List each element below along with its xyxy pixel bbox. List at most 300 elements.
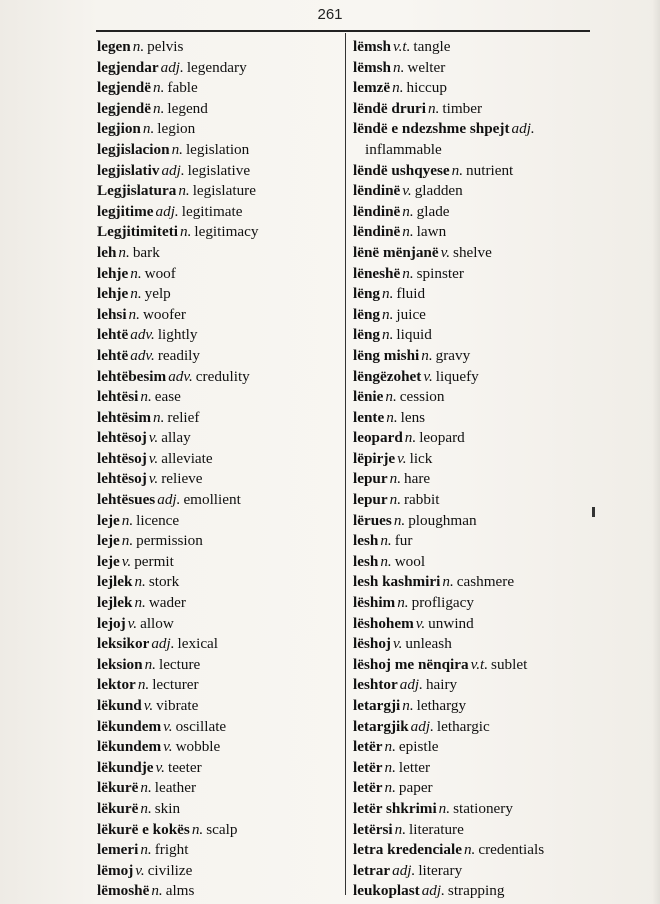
dictionary-entry <box>97 37 341 58</box>
entry-gloss: allow <box>140 614 174 632</box>
entry-gloss: legislative <box>187 161 251 179</box>
dictionary-entry <box>97 881 341 902</box>
entry-part-of-speech: n. <box>380 532 392 550</box>
entry-headword: lemzë <box>353 79 391 97</box>
entry-headword: leukoplast <box>353 882 420 900</box>
entry-part-of-speech: adj. <box>155 202 179 220</box>
entry-gloss: skin <box>154 799 181 817</box>
entry-headword: lëng mishi <box>353 346 420 364</box>
entry-part-of-speech: v.t. <box>470 655 489 673</box>
dictionary-entry <box>97 243 341 264</box>
entry-headword: lëngëzohet <box>353 367 422 385</box>
entry-part-of-speech: v. <box>392 635 403 653</box>
dictionary-entry <box>353 367 593 388</box>
entry-gloss: letter <box>398 758 431 776</box>
entry-gloss: juice <box>396 305 426 323</box>
entry-gloss: bark <box>132 243 160 261</box>
entry-part-of-speech: adj. <box>160 58 184 76</box>
entry-part-of-speech: v. <box>148 449 159 467</box>
left-column <box>97 37 341 902</box>
entry-headword: lënie <box>353 388 384 406</box>
entry-gloss: vibrate <box>156 697 199 714</box>
entry-gloss: liquid <box>396 326 432 344</box>
dictionary-entry <box>353 799 593 820</box>
entry-part-of-speech: n. <box>144 655 156 673</box>
entry-part-of-speech: n. <box>134 594 146 612</box>
entry-gloss: alleviate <box>161 449 213 467</box>
entry-headword: legjendë <box>97 99 151 117</box>
entry-gloss: strapping <box>447 882 505 900</box>
entry-gloss: legislature <box>192 182 256 200</box>
dictionary-entry <box>97 428 341 449</box>
dictionary-entry <box>97 675 341 696</box>
entry-part-of-speech: n. <box>402 223 414 241</box>
dictionary-entry <box>353 614 593 635</box>
entry-gloss: allay <box>161 429 191 447</box>
entry-gloss: licence <box>136 511 180 529</box>
entry-headword: letargjik <box>353 717 409 735</box>
dictionary-entry <box>353 469 593 490</box>
dictionary-entry <box>97 387 341 408</box>
entry-part-of-speech: n. <box>384 779 396 797</box>
entry-headword: letër <box>353 738 383 756</box>
entry-headword: lehtësoj <box>97 429 147 447</box>
entry-gloss: lens <box>400 408 426 426</box>
entry-gloss: literature <box>409 820 464 838</box>
entry-part-of-speech: n. <box>130 264 142 282</box>
entry-part-of-speech: adv. <box>168 367 193 385</box>
entry-headword: lektor <box>97 676 136 694</box>
entry-gloss: lexical <box>177 635 219 653</box>
entry-headword: lehtësim <box>97 408 151 426</box>
entry-headword: lehtëbesim <box>97 367 167 385</box>
dictionary-entry <box>353 408 593 429</box>
entry-part-of-speech: v. <box>155 758 165 776</box>
entry-part-of-speech: n. <box>438 799 451 817</box>
edge-mark <box>592 507 595 517</box>
entry-part-of-speech: n. <box>151 882 163 900</box>
dictionary-entry <box>353 202 593 223</box>
entry-headword: lëmoshë <box>97 882 150 900</box>
entry-headword: lepur <box>353 491 388 509</box>
entry-gloss: hare <box>404 470 431 488</box>
entry-part-of-speech: n. <box>402 202 414 220</box>
entry-gloss: readily <box>157 346 200 364</box>
entry-gloss: lethargy <box>416 697 467 714</box>
entry-gloss: civilize <box>147 861 193 879</box>
entry-gloss: cession <box>399 388 445 406</box>
entry-part-of-speech: n. <box>402 697 414 714</box>
entry-gloss: tangle <box>413 38 451 55</box>
dictionary-entry <box>353 717 593 738</box>
dictionary-entry <box>97 222 341 243</box>
entry-part-of-speech: n. <box>171 140 183 158</box>
entry-headword: leopard <box>353 429 403 447</box>
entry-headword: legen <box>97 38 131 55</box>
entry-gloss: lick <box>409 449 433 467</box>
dictionary-entry <box>353 37 593 58</box>
entry-gloss: profligacy <box>411 594 475 612</box>
entry-gloss: teeter <box>167 758 202 776</box>
dictionary-entry <box>353 119 593 140</box>
entry-part-of-speech: adj. <box>157 491 181 509</box>
entry-headword: Legjitimiteti <box>97 223 178 241</box>
dictionary-entry <box>97 99 341 120</box>
dictionary-entry <box>353 675 593 696</box>
entry-headword: lesh kashmiri <box>353 573 441 591</box>
entry-headword: legjion <box>97 120 141 138</box>
dictionary-entry <box>97 861 341 882</box>
entry-part-of-speech: n. <box>451 161 464 179</box>
entry-gloss: fright <box>154 841 189 859</box>
entry-part-of-speech: n. <box>389 470 401 488</box>
entry-part-of-speech: v. <box>397 449 407 467</box>
entry-gloss: liquefy <box>435 367 479 385</box>
entry-gloss: timber <box>442 99 483 117</box>
entry-gloss: yelp <box>144 285 171 303</box>
entry-headword: lëkurë <box>97 799 139 817</box>
dictionary-entry <box>353 572 593 593</box>
entry-headword: lente <box>353 408 385 426</box>
entry-gloss: spinster <box>416 264 464 282</box>
entry-headword: lëshohem <box>353 614 414 632</box>
entry-part-of-speech: n. <box>386 408 398 426</box>
entry-headword: lehtë <box>97 326 129 344</box>
entry-part-of-speech: n. <box>132 38 145 55</box>
entry-headword: lehje <box>97 264 129 282</box>
entry-headword: lëndë ushqyese <box>353 161 450 179</box>
dictionary-entry <box>97 593 341 614</box>
entry-part-of-speech: n. <box>397 594 409 612</box>
entry-gloss: oscillate <box>175 717 227 735</box>
entry-gloss: alms <box>165 882 195 900</box>
entry-headword: lëndinë <box>353 202 401 220</box>
dictionary-entry <box>97 799 341 820</box>
entry-gloss: fluid <box>396 285 426 303</box>
entry-headword: lëkundje <box>97 758 154 776</box>
entry-part-of-speech: adj. <box>151 635 175 653</box>
entry-headword: letërsi <box>353 820 393 838</box>
column-divider <box>345 33 346 895</box>
dictionary-entry <box>97 758 341 779</box>
entry-headword: lehtë <box>97 346 129 364</box>
entry-headword: lëng <box>353 326 381 344</box>
entry-part-of-speech: n. <box>393 511 406 529</box>
entry-part-of-speech: adj. <box>399 676 423 694</box>
dictionary-entry <box>353 737 593 758</box>
entry-part-of-speech: n. <box>153 408 165 426</box>
page-edge-shadow <box>652 0 660 904</box>
entry-headword: lëmoj <box>97 861 134 879</box>
entry-part-of-speech: n. <box>382 305 394 323</box>
entry-part-of-speech: adj. <box>161 161 185 179</box>
dictionary-entry <box>353 840 593 861</box>
entry-headword: leksikor <box>97 635 150 653</box>
entry-part-of-speech: n. <box>385 388 397 406</box>
entry-gloss: legendary <box>186 58 247 76</box>
entry-gloss: legion <box>157 120 196 138</box>
entry-part-of-speech: v. <box>402 182 412 200</box>
entry-part-of-speech: n. <box>137 676 150 694</box>
entry-headword: lejlek <box>97 594 133 612</box>
entry-headword: lëkurë <box>97 779 139 797</box>
dictionary-entry <box>97 552 341 573</box>
entry-gloss: legislation <box>185 140 250 158</box>
entry-gloss: paper <box>398 779 433 797</box>
dictionary-entry <box>97 202 341 223</box>
entry-headword: lehtësues <box>97 491 156 509</box>
entry-part-of-speech: n. <box>121 511 134 529</box>
entry-headword: lëndinë <box>353 223 401 241</box>
dictionary-entry <box>97 161 341 182</box>
dictionary-entry <box>353 387 593 408</box>
page-number: 261 <box>317 6 343 23</box>
entry-part-of-speech: n. <box>428 99 440 117</box>
entry-part-of-speech: adv. <box>130 346 155 364</box>
entry-headword: lehsi <box>97 305 127 323</box>
entry-gloss: legend <box>167 99 208 117</box>
dictionary-entry <box>97 614 341 635</box>
entry-headword: letrar <box>353 861 391 879</box>
dictionary-entry <box>353 655 593 676</box>
entry-headword: lëkund <box>97 697 142 714</box>
dictionary-entry <box>97 284 341 305</box>
entry-part-of-speech: n. <box>404 429 417 447</box>
dictionary-entry <box>353 593 593 614</box>
entry-headword: legjislativ <box>97 161 160 179</box>
entry-gloss: permit <box>134 552 174 570</box>
dictionary-entry <box>97 78 341 99</box>
entry-gloss: welter <box>407 58 446 76</box>
entry-headword: lehtësi <box>97 388 139 406</box>
entry-part-of-speech: v. <box>415 614 426 632</box>
dictionary-entry <box>97 696 341 717</box>
entry-part-of-speech: n. <box>140 799 152 817</box>
entry-headword: lepur <box>353 470 388 488</box>
entry-part-of-speech: v.t. <box>392 38 411 55</box>
header-rule <box>96 30 590 32</box>
entry-part-of-speech: n. <box>402 264 414 282</box>
dictionary-entry <box>97 778 341 799</box>
entry-part-of-speech: n. <box>442 573 454 591</box>
dictionary-entry <box>353 99 593 120</box>
entry-headword: lërues <box>353 511 392 529</box>
entry-headword: lëshim <box>353 594 396 612</box>
entry-gloss: inflammable <box>365 140 442 158</box>
entry-gloss: lethargic <box>436 717 490 735</box>
entry-headword: leje <box>97 532 120 550</box>
entry-headword: lëshoj me nënqira <box>353 655 469 673</box>
entry-headword: leje <box>97 511 120 529</box>
dictionary-entry <box>97 737 341 758</box>
entry-part-of-speech: v. <box>135 861 145 879</box>
entry-gloss: wobble <box>175 738 221 756</box>
entry-gloss: relief <box>167 408 200 426</box>
dictionary-entry <box>353 58 593 79</box>
entry-gloss: hiccup <box>406 79 447 97</box>
dictionary-entry <box>97 717 341 738</box>
entry-gloss: cashmere <box>456 573 515 591</box>
entry-part-of-speech: n. <box>134 573 146 591</box>
entry-headword: letër <box>353 758 383 776</box>
dictionary-entry <box>97 264 341 285</box>
entry-part-of-speech: adj. <box>421 882 445 900</box>
entry-gloss: woofer <box>142 305 186 323</box>
entry-headword: letër <box>353 779 383 797</box>
entry-headword: lehje <box>97 285 129 303</box>
entry-gloss: gravy <box>435 346 471 364</box>
entry-part-of-speech: v. <box>127 614 138 632</box>
entry-part-of-speech: n. <box>140 841 152 859</box>
entry-gloss: lecture <box>158 655 201 673</box>
entry-gloss: scalp <box>206 820 238 838</box>
entry-gloss: wader <box>148 594 186 612</box>
dictionary-entry <box>353 490 593 511</box>
dictionary-entry <box>97 325 341 346</box>
entry-headword: leh <box>97 243 117 261</box>
entry-part-of-speech: adj. <box>410 717 434 735</box>
entry-headword: lesh <box>353 532 379 550</box>
dictionary-entry <box>353 820 593 841</box>
dictionary-entry <box>97 408 341 429</box>
entry-gloss: unwind <box>428 614 474 632</box>
entry-part-of-speech: n. <box>121 532 134 550</box>
entry-part-of-speech: v. <box>143 697 154 714</box>
entry-gloss: credulity <box>195 367 250 385</box>
entry-headword: lehtësoj <box>97 470 147 488</box>
right-column <box>353 37 593 902</box>
entry-headword: lemeri <box>97 841 139 859</box>
entry-part-of-speech: n. <box>421 346 433 364</box>
entry-part-of-speech: n. <box>140 779 152 797</box>
dictionary-entry <box>353 552 593 573</box>
dictionary-entry <box>97 119 341 140</box>
entry-part-of-speech: n. <box>384 738 396 756</box>
entry-gloss: gladden <box>414 182 463 200</box>
entry-gloss: stationery <box>453 799 513 817</box>
entry-gloss: fable <box>167 79 198 97</box>
entry-headword: lëmsh <box>353 38 391 55</box>
entry-headword: letra kredenciale <box>353 841 462 859</box>
dictionary-entry <box>97 634 341 655</box>
entry-gloss: ploughman <box>408 511 477 529</box>
entry-gloss: leather <box>154 779 197 797</box>
entry-gloss: sublet <box>491 655 528 673</box>
entry-gloss: emollient <box>183 491 241 509</box>
entry-headword: lëneshë <box>353 264 401 282</box>
entry-gloss: epistle <box>398 738 439 756</box>
entry-headword: leksion <box>97 655 143 673</box>
dictionary-entry <box>353 284 593 305</box>
entry-part-of-speech: v. <box>163 738 173 756</box>
dictionary-entry <box>353 449 593 470</box>
entry-gloss: lawn <box>416 223 447 241</box>
entry-headword: lëkurë e kokës <box>97 820 190 838</box>
entry-gloss: hairy <box>425 676 458 694</box>
entry-part-of-speech: n. <box>153 99 165 117</box>
dictionary-entry <box>97 820 341 841</box>
entry-gloss: lecturer <box>152 676 199 694</box>
entry-part-of-speech: v. <box>423 367 433 385</box>
entry-headword: lënë mënjanë <box>353 243 439 261</box>
entry-headword: lëmsh <box>353 58 391 76</box>
entry-headword: leshtor <box>353 676 398 694</box>
entry-gloss: fur <box>394 532 413 550</box>
entry-gloss: literary <box>418 861 463 879</box>
entry-headword: letargji <box>353 697 401 714</box>
entry-gloss: glade <box>416 202 450 220</box>
dictionary-entry <box>97 469 341 490</box>
entry-part-of-speech: n. <box>179 223 192 241</box>
entry-part-of-speech: n. <box>384 758 396 776</box>
entry-part-of-speech: v. <box>121 552 132 570</box>
entry-part-of-speech: n. <box>382 326 394 344</box>
entry-headword: Legjislatura <box>97 182 177 200</box>
entry-headword: lëpirje <box>353 449 396 467</box>
entry-part-of-speech: n. <box>463 841 476 859</box>
dictionary-entry <box>353 264 593 285</box>
entry-headword: lëng <box>353 305 381 323</box>
entry-headword: lehtësoj <box>97 449 147 467</box>
entry-headword: legjislacion <box>97 140 170 158</box>
dictionary-entry <box>97 346 341 367</box>
dictionary-entry <box>353 161 593 182</box>
entry-part-of-speech: n. <box>140 388 152 406</box>
entry-headword: lëng <box>353 285 381 303</box>
entry-part-of-speech: v. <box>148 429 159 447</box>
dictionary-entry <box>353 78 593 99</box>
entry-part-of-speech: adj. <box>392 861 416 879</box>
entry-gloss: legitimacy <box>194 223 259 241</box>
entry-gloss: shelve <box>453 243 492 261</box>
dictionary-entry <box>97 367 341 388</box>
entry-headword: legjendë <box>97 79 151 97</box>
dictionary-entry <box>353 696 593 717</box>
dictionary-entry <box>353 305 593 326</box>
entry-headword: legjitime <box>97 202 154 220</box>
dictionary-entry <box>353 778 593 799</box>
dictionary-entry <box>353 861 593 882</box>
dictionary-entry <box>353 243 593 264</box>
entry-part-of-speech: n. <box>130 285 142 303</box>
dictionary-entry <box>97 490 341 511</box>
dictionary-entry <box>353 531 593 552</box>
dictionary-entry <box>353 634 593 655</box>
dictionary-entry <box>353 511 593 532</box>
entry-gloss: stork <box>148 573 180 591</box>
entry-headword: lëkundem <box>97 717 162 735</box>
dictionary-entry <box>353 222 593 243</box>
entry-gloss: legitimate <box>181 202 243 220</box>
entry-gloss: ease <box>154 388 181 406</box>
dictionary-entry <box>97 840 341 861</box>
dictionary-entry <box>353 181 593 202</box>
entry-gloss: unleash <box>405 635 452 653</box>
entry-gloss: leopard <box>419 429 465 447</box>
dictionary-entry <box>353 881 593 902</box>
entry-part-of-speech: v. <box>148 470 159 488</box>
dictionary-entry <box>353 428 593 449</box>
entry-part-of-speech: n. <box>191 820 204 838</box>
entry-headword: lëkundem <box>97 738 162 756</box>
dictionary-entry <box>353 346 593 367</box>
entry-gloss: relieve <box>161 470 203 488</box>
dictionary-entry <box>97 531 341 552</box>
dictionary-entry <box>97 449 341 470</box>
entry-part-of-speech: v. <box>163 717 173 735</box>
entry-part-of-speech: n. <box>380 552 392 570</box>
dictionary-entry <box>97 58 341 79</box>
